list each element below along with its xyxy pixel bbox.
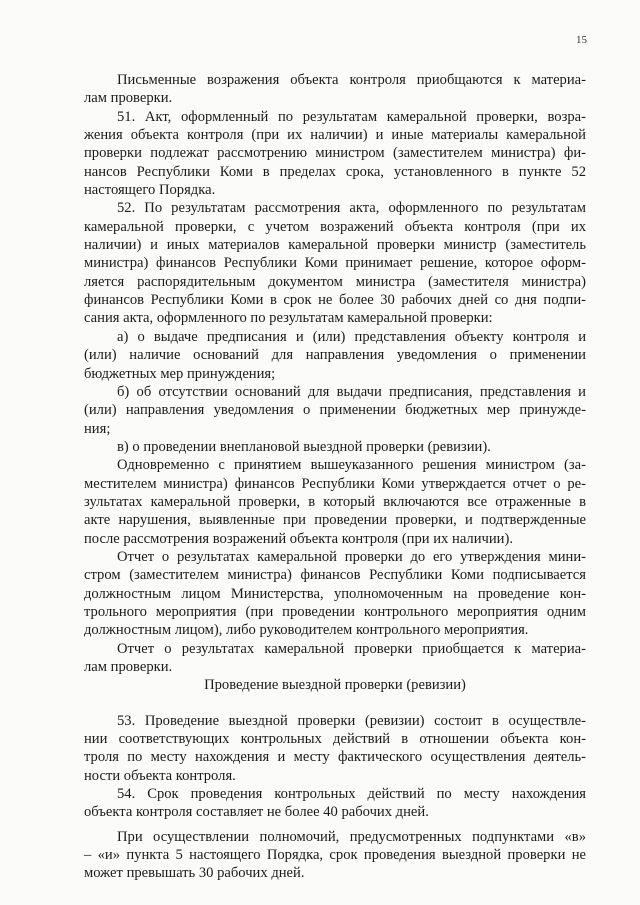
paragraph-field-check-term — [84, 828, 586, 883]
text-line: нансов Республики Коми в пределах срока, установленного в пункте 52 — [84, 163, 586, 180]
text-line: – «и» пункта 5 настоящего Порядка, срок проведения выездной проверки не — [84, 847, 586, 864]
text-line: б) об отсутствии оснований для выдачи предписания, представления и — [117, 383, 586, 400]
text-line: проверки подлежат рассмотрению министром (заместителем министра) фи- — [84, 145, 586, 162]
text-line: после рассмотрения возражений объекта контроля (при их наличии). — [84, 530, 513, 547]
text-line: акте нарушения, выявленные при проведении проверки, и подтвержденные — [84, 512, 586, 529]
text-line: 54. Срок проведения контрольных действий по месту нахождения — [117, 786, 586, 803]
paragraph-materials-objections — [84, 71, 586, 108]
text-line: ляется распорядительным документом министра (заместителя министра) — [84, 273, 586, 290]
text-line: объекта контроля составляет не более 40 рабочих дней. — [84, 804, 429, 821]
list-item-b — [84, 383, 586, 438]
text-line: министра) финансов Республики Коми принимает решение, которое оформ- — [84, 255, 586, 272]
text-line: троля по месту нахождения и месту фактического осуществления деятель- — [84, 749, 586, 766]
text-line: Письменные возражения объекта контроля приобщаются к материа- — [117, 72, 586, 88]
text-line: (или) наличие оснований для направления уведомления о применении — [84, 347, 586, 364]
text-line: 53. Проведение выездной проверки (ревизии) состоит в осуществле- — [117, 712, 586, 729]
text-line: 52. По результатам рассмотрения акта, оформленного по результатам — [117, 200, 586, 217]
text-line: сания акта, оформленного по результатам камеральной проверки: — [84, 310, 493, 327]
text-line: местителем министра) финансов Республики Коми утверждается отчет о ре- — [84, 475, 586, 492]
text-line: лам проверки. — [84, 659, 173, 675]
text-line: При осуществлении полномочий, предусмотренных подпунктами «в» — [117, 828, 586, 845]
text-line: стром (заместителем министра) финансов Республики Коми подписывается — [84, 567, 586, 584]
text-line: бюджетных мер принуждения; — [84, 365, 276, 382]
list-item-a — [84, 328, 586, 383]
text-line: 51. Акт, оформленный по результатам камеральной проверки, возра- — [117, 108, 586, 125]
text-line: Отчет о результатах камеральной проверки приобщается к материа- — [117, 640, 586, 657]
text-line: должностным лицом Министерства, уполномоченным на проведение кон- — [84, 585, 586, 602]
list-item-c — [84, 438, 586, 456]
text-line: Отчет о результатах камеральной проверки до его утверждения мини- — [117, 548, 586, 565]
spacer — [84, 695, 586, 712]
text-line: а) о выдаче предписания и (или) представления объекту контроля и — [117, 328, 586, 345]
text-line: в) о проведении внеплановой выездной проверки (ревизии). — [117, 438, 491, 455]
text-line: (или) направления уведомления о применении бюджетных мер принужде- — [84, 402, 586, 419]
text-line: лам проверки. — [84, 90, 173, 107]
text-line: должностным лицом), либо руководителем контрольного мероприятия. — [84, 622, 529, 639]
text-line: ния; — [84, 420, 111, 437]
paragraph-report-signing — [84, 548, 586, 640]
text-line: наличии) и иных материалов камеральной проверки министр (заместитель — [84, 237, 586, 254]
text-line: нии соответствующих контрольных действий в отношении объекта кон- — [84, 731, 586, 748]
text-line: может превышать 30 рабочих дней. — [84, 865, 305, 882]
text-line: трольного мероприятия (при проведении контрольного мероприятия одним — [84, 603, 586, 620]
section-heading: Проведение выездной проверки (ревизии) — [204, 677, 466, 694]
text-line: ности объекта контроля. — [84, 767, 236, 784]
page-number: 15 — [576, 34, 587, 46]
text-line: зультатах камеральной проверки, в который включаются все отраженные в — [84, 493, 586, 510]
text-line: жения объекта контроля (при их наличии) и иные материалы камеральной — [84, 127, 586, 144]
document-body — [84, 71, 586, 883]
text-line: финансов Республики Коми в срок не более 30 рабочих дней со дня подпи- — [84, 292, 586, 309]
paragraph-51 — [84, 108, 586, 200]
paragraph-report-attachment — [84, 640, 586, 677]
paragraph-52 — [84, 199, 586, 327]
text-line: Одновременно с принятием вышеуказанного решения министром (за- — [117, 457, 586, 474]
paragraph-report-approval — [84, 456, 586, 548]
paragraph-53 — [84, 712, 586, 785]
paragraph-54 — [84, 785, 586, 822]
text-line: настоящего Порядка. — [84, 182, 216, 199]
text-line: камеральной проверки, с учетом возражений объекта контроля (при их — [84, 218, 586, 235]
